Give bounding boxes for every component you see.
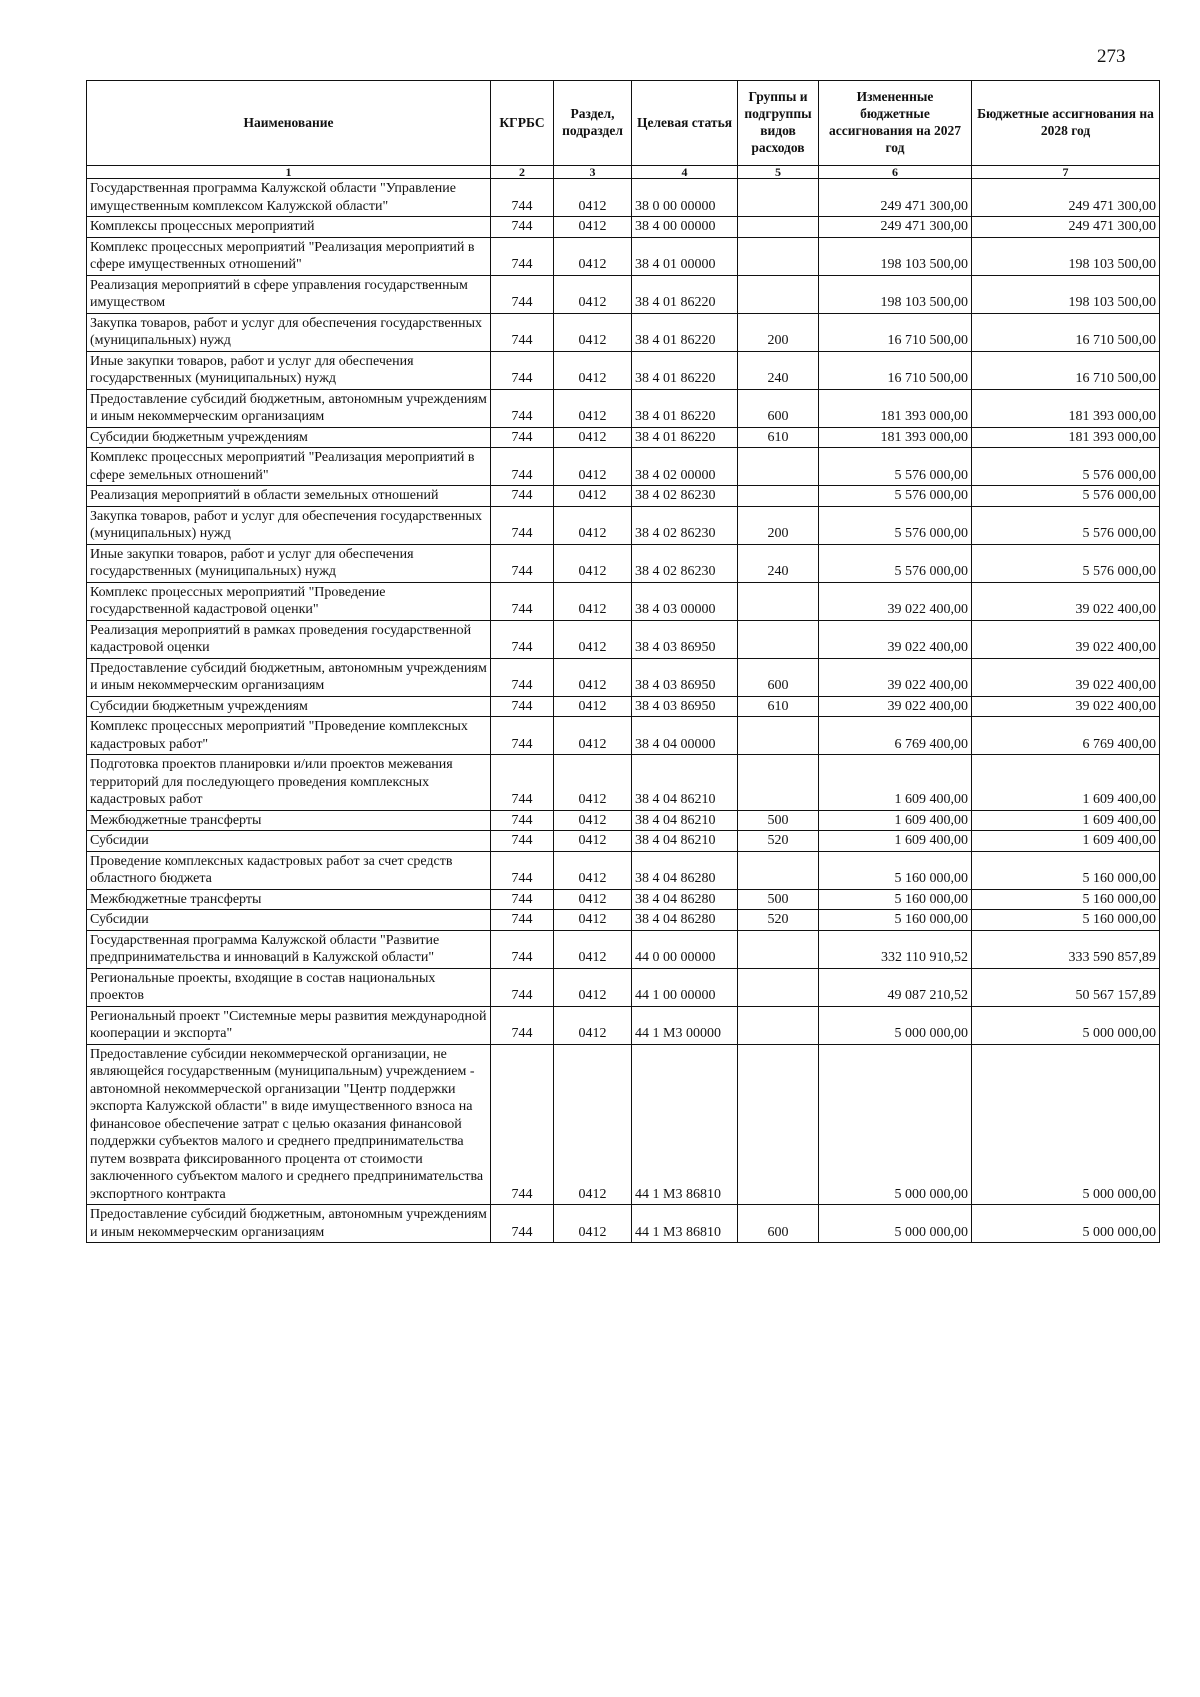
row-section-cell: 0412 (554, 930, 632, 968)
row-target-cell: 38 4 02 00000 (632, 448, 738, 486)
row-kgrbs-cell: 744 (491, 696, 554, 717)
row-name-cell: Государственная программа Калужской области "Управление имущественным комплексом Калужской области" (87, 179, 491, 217)
row-section-cell: 0412 (554, 313, 632, 351)
table-row (87, 427, 1160, 448)
row-name-cell: Комплексы процессных мероприятий (87, 217, 491, 238)
row-group-cell (738, 448, 819, 486)
row-target-cell: 44 1 М3 00000 (632, 1006, 738, 1044)
row-section-cell: 0412 (554, 968, 632, 1006)
row-amount-2028-cell: 198 103 500,00 (972, 237, 1160, 275)
row-target-cell: 38 4 01 86220 (632, 427, 738, 448)
row-target-cell: 38 4 02 86230 (632, 486, 738, 507)
row-name-cell: Региональный проект "Системные меры развития международной кооперации и экспорта" (87, 1006, 491, 1044)
row-amount-2027-cell: 5 576 000,00 (819, 506, 972, 544)
table-row (87, 544, 1160, 582)
row-amount-2028-cell: 39 022 400,00 (972, 658, 1160, 696)
row-kgrbs-cell: 744 (491, 658, 554, 696)
row-amount-2027-cell: 5 000 000,00 (819, 1044, 972, 1205)
row-section-cell: 0412 (554, 448, 632, 486)
row-kgrbs-cell: 744 (491, 179, 554, 217)
row-section-cell: 0412 (554, 389, 632, 427)
column-number: 1 (87, 166, 491, 179)
row-amount-2028-cell: 50 567 157,89 (972, 968, 1160, 1006)
row-amount-2028-cell: 249 471 300,00 (972, 217, 1160, 238)
row-kgrbs-cell: 744 (491, 831, 554, 852)
row-group-cell (738, 620, 819, 658)
row-name-cell: Реализация мероприятий в области земельных отношений (87, 486, 491, 507)
row-section-cell: 0412 (554, 755, 632, 811)
row-group-cell: 610 (738, 696, 819, 717)
row-name-cell: Реализация мероприятий в сфере управления государственным имуществом (87, 275, 491, 313)
row-group-cell: 200 (738, 313, 819, 351)
row-amount-2028-cell: 333 590 857,89 (972, 930, 1160, 968)
row-name-cell: Комплекс процессных мероприятий "Проведение государственной кадастровой оценки" (87, 582, 491, 620)
table-row (87, 968, 1160, 1006)
row-kgrbs-cell: 744 (491, 389, 554, 427)
row-amount-2028-cell: 5 576 000,00 (972, 486, 1160, 507)
row-name-cell: Предоставление субсидий бюджетным, автономным учреждениям и иным некоммерческим организациям (87, 658, 491, 696)
row-kgrbs-cell: 744 (491, 486, 554, 507)
row-amount-2027-cell: 39 022 400,00 (819, 696, 972, 717)
row-amount-2028-cell: 5 000 000,00 (972, 1044, 1160, 1205)
row-name-cell: Иные закупки товаров, работ и услуг для обеспечения государственных (муниципальных) нужд (87, 351, 491, 389)
row-section-cell: 0412 (554, 658, 632, 696)
table-row (87, 582, 1160, 620)
row-group-cell (738, 755, 819, 811)
row-kgrbs-cell: 744 (491, 1006, 554, 1044)
row-amount-2027-cell: 5 576 000,00 (819, 544, 972, 582)
table-row (87, 448, 1160, 486)
row-amount-2028-cell: 39 022 400,00 (972, 582, 1160, 620)
table-row (87, 237, 1160, 275)
row-group-cell: 240 (738, 351, 819, 389)
row-group-cell (738, 1044, 819, 1205)
row-section-cell: 0412 (554, 717, 632, 755)
row-target-cell: 38 4 03 86950 (632, 658, 738, 696)
row-section-cell: 0412 (554, 910, 632, 931)
row-amount-2028-cell: 6 769 400,00 (972, 717, 1160, 755)
row-amount-2028-cell: 181 393 000,00 (972, 389, 1160, 427)
page-number: 273 (1097, 46, 1126, 67)
row-target-cell: 38 4 03 86950 (632, 620, 738, 658)
row-amount-2027-cell: 39 022 400,00 (819, 658, 972, 696)
row-target-cell: 44 1 00 00000 (632, 968, 738, 1006)
row-name-cell: Государственная программа Калужской области "Развитие предпринимательства и инноваций в Калужской области" (87, 930, 491, 968)
row-group-cell: 610 (738, 427, 819, 448)
table-row (87, 930, 1160, 968)
table-row (87, 389, 1160, 427)
row-kgrbs-cell: 744 (491, 851, 554, 889)
row-section-cell: 0412 (554, 582, 632, 620)
row-name-cell: Межбюджетные трансферты (87, 810, 491, 831)
column-number: 2 (491, 166, 554, 179)
row-kgrbs-cell: 744 (491, 506, 554, 544)
row-amount-2027-cell: 5 160 000,00 (819, 889, 972, 910)
row-name-cell: Субсидии бюджетным учреждениям (87, 696, 491, 717)
row-kgrbs-cell: 744 (491, 910, 554, 931)
row-target-cell: 38 4 01 86220 (632, 389, 738, 427)
row-amount-2028-cell: 16 710 500,00 (972, 313, 1160, 351)
row-target-cell: 38 0 00 00000 (632, 179, 738, 217)
row-target-cell: 38 4 04 86280 (632, 889, 738, 910)
row-section-cell: 0412 (554, 351, 632, 389)
row-group-cell (738, 179, 819, 217)
row-group-cell (738, 717, 819, 755)
row-amount-2027-cell: 198 103 500,00 (819, 275, 972, 313)
row-group-cell (738, 237, 819, 275)
table-row (87, 658, 1160, 696)
header-target: Целевая статья (632, 81, 738, 166)
row-amount-2027-cell: 5 160 000,00 (819, 910, 972, 931)
row-section-cell: 0412 (554, 696, 632, 717)
row-group-cell (738, 275, 819, 313)
row-amount-2028-cell: 5 000 000,00 (972, 1006, 1160, 1044)
row-amount-2028-cell: 5 160 000,00 (972, 851, 1160, 889)
row-amount-2028-cell: 1 609 400,00 (972, 755, 1160, 811)
row-amount-2027-cell: 181 393 000,00 (819, 427, 972, 448)
row-target-cell: 38 4 04 00000 (632, 717, 738, 755)
column-number-row (87, 166, 1160, 179)
header-section: Раздел, подраздел (554, 81, 632, 166)
table-row (87, 313, 1160, 351)
row-section-cell: 0412 (554, 620, 632, 658)
column-number: 3 (554, 166, 632, 179)
row-target-cell: 38 4 01 00000 (632, 237, 738, 275)
row-kgrbs-cell: 744 (491, 889, 554, 910)
row-kgrbs-cell: 744 (491, 448, 554, 486)
row-amount-2027-cell: 1 609 400,00 (819, 831, 972, 852)
budget-table (86, 80, 1160, 1243)
row-kgrbs-cell: 744 (491, 237, 554, 275)
row-amount-2027-cell: 49 087 210,52 (819, 968, 972, 1006)
row-amount-2028-cell: 1 609 400,00 (972, 810, 1160, 831)
header-2028: Бюджетные ассигнования на 2028 год (972, 81, 1160, 166)
row-kgrbs-cell: 744 (491, 717, 554, 755)
row-amount-2028-cell: 5 160 000,00 (972, 910, 1160, 931)
row-amount-2028-cell: 1 609 400,00 (972, 831, 1160, 852)
table-row (87, 831, 1160, 852)
row-amount-2028-cell: 39 022 400,00 (972, 620, 1160, 658)
table-row (87, 1044, 1160, 1205)
row-group-cell: 500 (738, 810, 819, 831)
header-name: Наименование (87, 81, 491, 166)
row-amount-2027-cell: 16 710 500,00 (819, 351, 972, 389)
table-row (87, 1205, 1160, 1243)
row-group-cell: 600 (738, 658, 819, 696)
row-amount-2028-cell: 198 103 500,00 (972, 275, 1160, 313)
row-name-cell: Реализация мероприятий в рамках проведения государственной кадастровой оценки (87, 620, 491, 658)
row-section-cell: 0412 (554, 275, 632, 313)
row-group-cell (738, 851, 819, 889)
row-target-cell: 38 4 01 86220 (632, 351, 738, 389)
row-name-cell: Субсидии (87, 910, 491, 931)
row-kgrbs-cell: 744 (491, 351, 554, 389)
row-section-cell: 0412 (554, 1044, 632, 1205)
row-amount-2027-cell: 5 000 000,00 (819, 1006, 972, 1044)
row-name-cell: Закупка товаров, работ и услуг для обеспечения государственных (муниципальных) нужд (87, 313, 491, 351)
row-amount-2027-cell: 249 471 300,00 (819, 217, 972, 238)
row-amount-2028-cell: 181 393 000,00 (972, 427, 1160, 448)
row-amount-2027-cell: 5 576 000,00 (819, 448, 972, 486)
header-2027: Измененные бюджетные ассигнования на 2027 год (819, 81, 972, 166)
row-name-cell: Межбюджетные трансферты (87, 889, 491, 910)
header-row (87, 81, 1160, 166)
row-amount-2027-cell: 181 393 000,00 (819, 389, 972, 427)
row-amount-2027-cell: 249 471 300,00 (819, 179, 972, 217)
column-number: 5 (738, 166, 819, 179)
row-section-cell: 0412 (554, 179, 632, 217)
row-name-cell: Подготовка проектов планировки и/или проектов межевания территорий для последующего проведения комплексных кадастровых работ (87, 755, 491, 811)
row-target-cell: 44 1 М3 86810 (632, 1044, 738, 1205)
row-amount-2027-cell: 39 022 400,00 (819, 582, 972, 620)
row-target-cell: 38 4 04 86280 (632, 851, 738, 889)
column-number: 6 (819, 166, 972, 179)
row-target-cell: 38 4 00 00000 (632, 217, 738, 238)
row-kgrbs-cell: 744 (491, 1205, 554, 1243)
row-target-cell: 38 4 01 86220 (632, 313, 738, 351)
row-target-cell: 38 4 04 86210 (632, 810, 738, 831)
row-name-cell: Региональные проекты, входящие в состав национальных проектов (87, 968, 491, 1006)
row-group-cell: 520 (738, 831, 819, 852)
header-groups: Группы и подгруппы видов расходов (738, 81, 819, 166)
row-amount-2028-cell: 249 471 300,00 (972, 179, 1160, 217)
row-amount-2028-cell: 5 160 000,00 (972, 889, 1160, 910)
row-target-cell: 44 0 00 00000 (632, 930, 738, 968)
row-group-cell: 520 (738, 910, 819, 931)
table-row (87, 696, 1160, 717)
row-section-cell: 0412 (554, 831, 632, 852)
row-target-cell: 38 4 04 86280 (632, 910, 738, 931)
row-amount-2027-cell: 1 609 400,00 (819, 810, 972, 831)
row-section-cell: 0412 (554, 486, 632, 507)
table-row (87, 1006, 1160, 1044)
column-number: 4 (632, 166, 738, 179)
table-row (87, 620, 1160, 658)
row-name-cell: Иные закупки товаров, работ и услуг для обеспечения государственных (муниципальных) нужд (87, 544, 491, 582)
table-row (87, 755, 1160, 811)
row-name-cell: Предоставление субсидий бюджетным, автономным учреждениям и иным некоммерческим организациям (87, 389, 491, 427)
row-section-cell: 0412 (554, 217, 632, 238)
row-section-cell: 0412 (554, 506, 632, 544)
row-target-cell: 38 4 01 86220 (632, 275, 738, 313)
row-group-cell (738, 930, 819, 968)
row-name-cell: Закупка товаров, работ и услуг для обеспечения государственных (муниципальных) нужд (87, 506, 491, 544)
row-kgrbs-cell: 744 (491, 620, 554, 658)
row-kgrbs-cell: 744 (491, 427, 554, 448)
row-group-cell: 600 (738, 389, 819, 427)
column-number: 7 (972, 166, 1160, 179)
row-target-cell: 38 4 04 86210 (632, 755, 738, 811)
row-amount-2028-cell: 5 576 000,00 (972, 544, 1160, 582)
row-amount-2027-cell: 1 609 400,00 (819, 755, 972, 811)
row-group-cell (738, 1006, 819, 1044)
row-kgrbs-cell: 744 (491, 313, 554, 351)
row-kgrbs-cell: 744 (491, 275, 554, 313)
row-group-cell: 240 (738, 544, 819, 582)
row-group-cell (738, 217, 819, 238)
row-target-cell: 38 4 02 86230 (632, 544, 738, 582)
row-section-cell: 0412 (554, 1205, 632, 1243)
table-row (87, 889, 1160, 910)
row-amount-2027-cell: 5 160 000,00 (819, 851, 972, 889)
row-target-cell: 38 4 04 86210 (632, 831, 738, 852)
table-row (87, 351, 1160, 389)
table-row (87, 910, 1160, 931)
row-name-cell: Предоставление субсидии некоммерческой организации, не являющейся государственным (муниципальным) учреждением - автономной некоммерческой организации "Центр поддержки экспорта Калужской области" в виде имущественного взноса на финансовое обеспечение затрат с целью оказания финансовой поддержки субъектов малого и среднего предпринимательства путем возврата фиксированного процента от стоимости заключенного субъектом малого и среднего предпринимательства экспортного контракта (87, 1044, 491, 1205)
row-target-cell: 38 4 02 86230 (632, 506, 738, 544)
row-amount-2027-cell: 39 022 400,00 (819, 620, 972, 658)
row-kgrbs-cell: 744 (491, 755, 554, 811)
row-amount-2028-cell: 5 576 000,00 (972, 506, 1160, 544)
row-amount-2027-cell: 6 769 400,00 (819, 717, 972, 755)
row-section-cell: 0412 (554, 544, 632, 582)
row-name-cell: Комплекс процессных мероприятий "Реализация мероприятий в сфере имущественных отношений" (87, 237, 491, 275)
row-target-cell: 44 1 М3 86810 (632, 1205, 738, 1243)
row-amount-2028-cell: 16 710 500,00 (972, 351, 1160, 389)
row-section-cell: 0412 (554, 889, 632, 910)
row-amount-2027-cell: 5 576 000,00 (819, 486, 972, 507)
row-target-cell: 38 4 03 00000 (632, 582, 738, 620)
table-row (87, 717, 1160, 755)
row-target-cell: 38 4 03 86950 (632, 696, 738, 717)
table-row (87, 810, 1160, 831)
row-amount-2027-cell: 198 103 500,00 (819, 237, 972, 275)
row-group-cell (738, 486, 819, 507)
row-amount-2028-cell: 39 022 400,00 (972, 696, 1160, 717)
row-name-cell: Проведение комплексных кадастровых работ за счет средств областного бюджета (87, 851, 491, 889)
row-amount-2028-cell: 5 576 000,00 (972, 448, 1160, 486)
row-amount-2027-cell: 5 000 000,00 (819, 1205, 972, 1243)
row-group-cell: 600 (738, 1205, 819, 1243)
table-row (87, 851, 1160, 889)
row-kgrbs-cell: 744 (491, 582, 554, 620)
row-kgrbs-cell: 744 (491, 1044, 554, 1205)
row-name-cell: Субсидии бюджетным учреждениям (87, 427, 491, 448)
table-row (87, 275, 1160, 313)
row-amount-2027-cell: 16 710 500,00 (819, 313, 972, 351)
row-amount-2028-cell: 5 000 000,00 (972, 1205, 1160, 1243)
row-section-cell: 0412 (554, 1006, 632, 1044)
row-kgrbs-cell: 744 (491, 930, 554, 968)
row-group-cell: 500 (738, 889, 819, 910)
table-row (87, 179, 1160, 217)
row-section-cell: 0412 (554, 810, 632, 831)
row-section-cell: 0412 (554, 427, 632, 448)
table-row (87, 506, 1160, 544)
table-row (87, 486, 1160, 507)
row-group-cell: 200 (738, 506, 819, 544)
table-row (87, 217, 1160, 238)
row-group-cell (738, 582, 819, 620)
row-group-cell (738, 968, 819, 1006)
row-kgrbs-cell: 744 (491, 968, 554, 1006)
row-kgrbs-cell: 744 (491, 217, 554, 238)
row-section-cell: 0412 (554, 851, 632, 889)
row-section-cell: 0412 (554, 237, 632, 275)
row-kgrbs-cell: 744 (491, 810, 554, 831)
row-name-cell: Комплекс процессных мероприятий "Реализация мероприятий в сфере земельных отношений" (87, 448, 491, 486)
row-name-cell: Предоставление субсидий бюджетным, автономным учреждениям и иным некоммерческим организациям (87, 1205, 491, 1243)
row-name-cell: Субсидии (87, 831, 491, 852)
row-name-cell: Комплекс процессных мероприятий "Проведение комплексных кадастровых работ" (87, 717, 491, 755)
row-kgrbs-cell: 744 (491, 544, 554, 582)
row-amount-2027-cell: 332 110 910,52 (819, 930, 972, 968)
header-kgrbs: КГРБС (491, 81, 554, 166)
